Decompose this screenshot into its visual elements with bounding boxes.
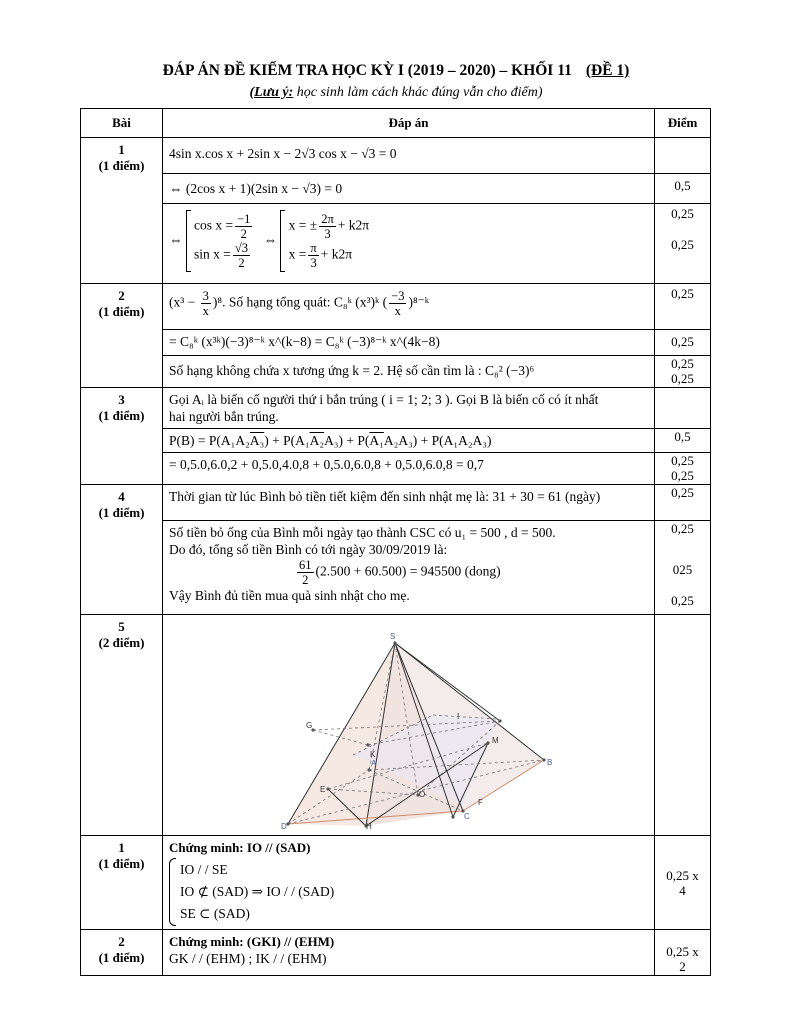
b4-d2	[655, 521, 711, 615]
b1-sys-1	[194, 212, 254, 270]
b2-l1g: )⁸⁻ᵏ	[408, 294, 430, 310]
b1-eq1-text: 4sin x.cos x + 2sin x − 2√3 cos x − √3 = 0	[169, 146, 397, 161]
b3-row-1	[81, 388, 711, 429]
b3-d1	[655, 388, 711, 429]
b1-frac-r2	[308, 241, 318, 270]
b1-num: 1	[118, 142, 125, 157]
b3-pts: (1 điểm)	[98, 408, 145, 423]
b5-2-num: 2	[118, 934, 125, 949]
b5-1-d1: 0,25 x	[666, 867, 699, 883]
b3-d2: 0,5	[655, 429, 711, 453]
label-s: S	[390, 632, 396, 641]
header-diem: Điểm	[655, 109, 711, 138]
b1-r2a: x =	[288, 246, 307, 262]
b1-d3a: 0,25	[671, 206, 694, 221]
b2-d3	[655, 356, 711, 388]
label-g: G	[306, 721, 313, 730]
b4-l1	[163, 485, 655, 521]
b4-d1: 0,25	[655, 485, 711, 521]
b5-num: 5	[118, 619, 125, 634]
b1-frac-sin	[233, 241, 250, 270]
b3-l2-mid2: A₃) + P(	[324, 433, 370, 448]
b2-d1: 0,25	[655, 284, 711, 330]
b3-l2-mid1: ) + P(A₁	[264, 433, 310, 448]
b2-row-3	[81, 356, 711, 388]
point-d	[286, 822, 289, 825]
b5-1-s1: IO / / SE	[180, 862, 228, 877]
b4-d2a: 0,25	[671, 521, 694, 536]
b5-label	[81, 615, 163, 836]
b5-2-l1: GK / / (EHM) ; IK / / (EHM)	[169, 951, 327, 966]
b1-r2b: + k2π	[320, 246, 353, 262]
label-o: O	[419, 790, 426, 799]
note-text: học sinh làm cách khác đúng vẫn cho điểm)	[293, 85, 543, 100]
b1-d2: 0,5	[655, 174, 711, 204]
b5-1-d	[655, 836, 711, 930]
b1-frac-sin-d: 2	[238, 256, 245, 270]
b2-row-2	[81, 330, 711, 356]
point-b	[542, 758, 545, 761]
pyramid-figure	[163, 615, 655, 831]
b1-frac-cos	[235, 212, 252, 241]
b1-d3b: 0,25	[671, 237, 694, 252]
label-h: H	[366, 822, 372, 831]
b5-2-label	[81, 930, 163, 976]
note-label: (Lưu ý:	[249, 85, 294, 100]
b2-l1c: . Số hạng tổng quát: C₈ᵏ (x³)ᵏ (	[222, 294, 388, 310]
label-m: M	[492, 736, 499, 745]
b1-row-3	[81, 204, 711, 284]
b5-d	[655, 615, 711, 836]
b1-r1b: + k2π	[337, 217, 370, 233]
b1-row-1	[81, 138, 711, 174]
b5-1-system	[169, 858, 648, 926]
b1-r1d: 3	[324, 227, 331, 241]
b5-2-row	[81, 930, 711, 976]
b3-row-2	[81, 429, 711, 453]
b1-bracket-2	[280, 210, 285, 272]
b1-d3	[655, 204, 711, 284]
b4-l5-text: Vậy Bình đủ tiền mua quà sinh nhật cho mẹ.	[169, 588, 410, 603]
b5-1-s3: SE ⊂ (SAD)	[180, 906, 250, 921]
b2-l3-text: Số hạng không chứa x tương ứng k = 2. Hệ số cần tìm là : C₈² (−3)⁶	[169, 363, 535, 378]
b2-l1f: x	[394, 304, 401, 318]
b5-1-label	[81, 836, 163, 930]
b4-l3-text: Do đó, tổng số tiền Bình có tới ngày 30/09/2019 là:	[169, 542, 448, 557]
page-title	[0, 62, 792, 80]
b2-row-1	[81, 284, 711, 330]
label-b: B	[547, 758, 553, 767]
b1-s-sin: sin x =	[194, 246, 231, 262]
header-bai: Bài	[81, 109, 163, 138]
b3-l2-end: A₂A₃) + P(A₁A₂A₃)	[383, 433, 492, 448]
b1-s-cos: cos x =	[194, 217, 234, 233]
b1-row-2	[81, 174, 711, 204]
label-c: C	[464, 812, 470, 821]
b3-d3b: 0,25	[671, 468, 694, 483]
b1-eq1	[163, 138, 655, 174]
b3-label	[81, 388, 163, 485]
b2-pts: (1 điểm)	[98, 304, 145, 319]
b3-num: 3	[118, 392, 125, 407]
b3-l2-ov1: A₃	[249, 433, 265, 448]
b4-l4n: 61	[299, 558, 312, 572]
b3-d3	[655, 453, 711, 485]
b4-l1-text: Thời gian từ lúc Bình bỏ tiền tiết kiệm đến sinh nhật mẹ là: 31 + 30 = 61 (ngày)	[169, 489, 601, 504]
point-f	[451, 815, 454, 818]
b1-r1a: x = ±	[288, 217, 318, 233]
b4-d4: 0,25	[671, 593, 694, 608]
b4-l2-text: Số tiền bỏ ống của Bình mỗi ngày tạo thành CSC có u₁ = 500 , d = 500.	[169, 525, 556, 540]
b1-d1	[655, 138, 711, 174]
b5-figure-cell	[163, 615, 655, 836]
b2-l2-text: = C₈ᵏ (x³ᵏ)(−3)⁸⁻ᵏ x^(k−8) = C₈ᵏ (−3)⁸⁻ᵏ x^(4k−8)	[169, 334, 440, 349]
b1-frac-cos-d: 2	[240, 227, 247, 241]
label-i: I	[457, 712, 460, 721]
b5-2-d1: 0,25 x	[666, 944, 699, 959]
b3-row-3	[81, 453, 711, 485]
b4-d3: 025	[672, 562, 693, 577]
b5-1-pts: (1 điểm)	[98, 856, 145, 871]
b3-l2-ov2: A₂	[309, 433, 325, 448]
label-k: K	[370, 750, 376, 759]
b1-arrow-1: ⇔	[169, 231, 183, 247]
b1-frac-sin-n: √3	[234, 241, 248, 255]
b3-l1b-text: hai người bắn trúng.	[169, 409, 279, 424]
b2-l1	[163, 284, 655, 330]
b4-row-1	[81, 485, 711, 521]
b1-r1n: 2π	[321, 212, 334, 226]
b5-2-pts: (1 điểm)	[98, 950, 145, 965]
b3-l2-ov3: A₁	[369, 433, 384, 448]
b1-sys-2	[289, 212, 369, 270]
label-f: F	[478, 798, 483, 807]
b1-r2n: π	[310, 241, 317, 255]
b1-eq2-text: ⇔ (2cos x + 1)(2sin x − √3) = 0	[169, 181, 343, 196]
b5-pts: (2 điểm)	[98, 635, 145, 650]
b2-l1a: (x³ −	[169, 294, 199, 310]
b4-l2	[163, 521, 655, 615]
b3-d3a: 0,25	[671, 453, 694, 468]
b4-pts: (1 điểm)	[98, 505, 145, 520]
label-d: D	[281, 822, 287, 831]
b5-row	[81, 615, 711, 836]
b5-2-d2: 2	[679, 959, 686, 974]
title-text: ĐÁP ÁN ĐỀ KIỂM TRA HỌC KỲ I (2019 – 2020) – KHỐI 11	[162, 62, 572, 79]
b2-d3a: 0,25	[671, 356, 694, 371]
b1-frac-r1	[319, 212, 336, 241]
point-i	[498, 719, 501, 722]
b1-bracket-1	[186, 210, 191, 272]
b5-1-brace	[169, 858, 176, 926]
b4-label	[81, 485, 163, 615]
b5-2-content	[163, 930, 655, 976]
b4-l4	[169, 558, 648, 587]
b1-r2d: 3	[310, 256, 317, 270]
b5-1-lines	[180, 859, 334, 925]
b2-l2	[163, 330, 655, 356]
note	[0, 85, 792, 101]
b3-l1	[163, 388, 655, 429]
b3-l2	[163, 429, 655, 453]
b5-1-d2: 4	[679, 882, 686, 898]
b4-l4-text: (2.500 + 60.500) = 945500 (dong)	[315, 563, 501, 579]
b4-l4d: 2	[302, 573, 309, 587]
point-k	[366, 743, 369, 746]
b2-l1d: x	[202, 304, 209, 318]
b3-l3	[163, 453, 655, 485]
b1-arrow-2: ⇔	[263, 231, 278, 247]
b2-frac-2	[389, 289, 406, 318]
b3-l1-text: Gọi Aᵢ là biến cố người thứ i bắn trúng ( i = 1; 2; 3 ). Gọi B là biến cố có ít nhất	[169, 392, 599, 407]
b2-frac-1	[201, 289, 211, 318]
header-dap-an: Đáp án	[163, 109, 655, 138]
b2-l1b: )⁸	[212, 294, 223, 310]
label-a: A	[371, 759, 377, 768]
b5-1-content	[163, 836, 655, 930]
point-m	[486, 741, 489, 744]
b5-1-s2: IO ⊄ (SAD) ⇒ IO / / (SAD)	[180, 884, 335, 899]
point-a	[367, 768, 370, 771]
b3-l3-text: = 0,5.0,6.0,2 + 0,5.0,4.0,8 + 0,5.0,6.0,8 + 0,5.0,6.0,8 = 0,7	[169, 457, 484, 472]
b2-num: 2	[118, 288, 125, 303]
b2-l1e: −3	[391, 289, 405, 303]
b5-1-head: Chứng minh: IO // (SAD)	[169, 840, 311, 855]
b1-label	[81, 138, 163, 284]
b5-1-num: 1	[118, 840, 125, 855]
b2-l3	[163, 356, 655, 388]
b5-1-row	[81, 836, 711, 930]
b1-pts: (1 điểm)	[98, 158, 145, 173]
b5-2-d	[655, 930, 711, 976]
b5-2-head: Chứng minh: (GKI) // (EHM)	[169, 934, 335, 949]
b2-l1n: 3	[202, 289, 209, 303]
b1-eq2	[163, 174, 655, 204]
b2-label	[81, 284, 163, 388]
b1-frac-cos-n: −1	[237, 212, 251, 226]
answer-table	[80, 108, 711, 976]
label-e: E	[320, 785, 326, 794]
point-s	[393, 641, 396, 644]
b3-l2-pre: P(B) = P(A₁A₂	[169, 433, 250, 448]
b1-system	[163, 204, 655, 284]
b2-d3b: 0,25	[671, 371, 694, 386]
b4-num: 4	[118, 489, 125, 504]
title-code: (ĐỀ 1)	[585, 62, 630, 79]
b2-d2: 0,25	[655, 330, 711, 356]
b4-row-2	[81, 521, 711, 615]
header-row	[81, 109, 711, 138]
b4-frac	[297, 558, 314, 587]
point-e	[326, 787, 329, 790]
